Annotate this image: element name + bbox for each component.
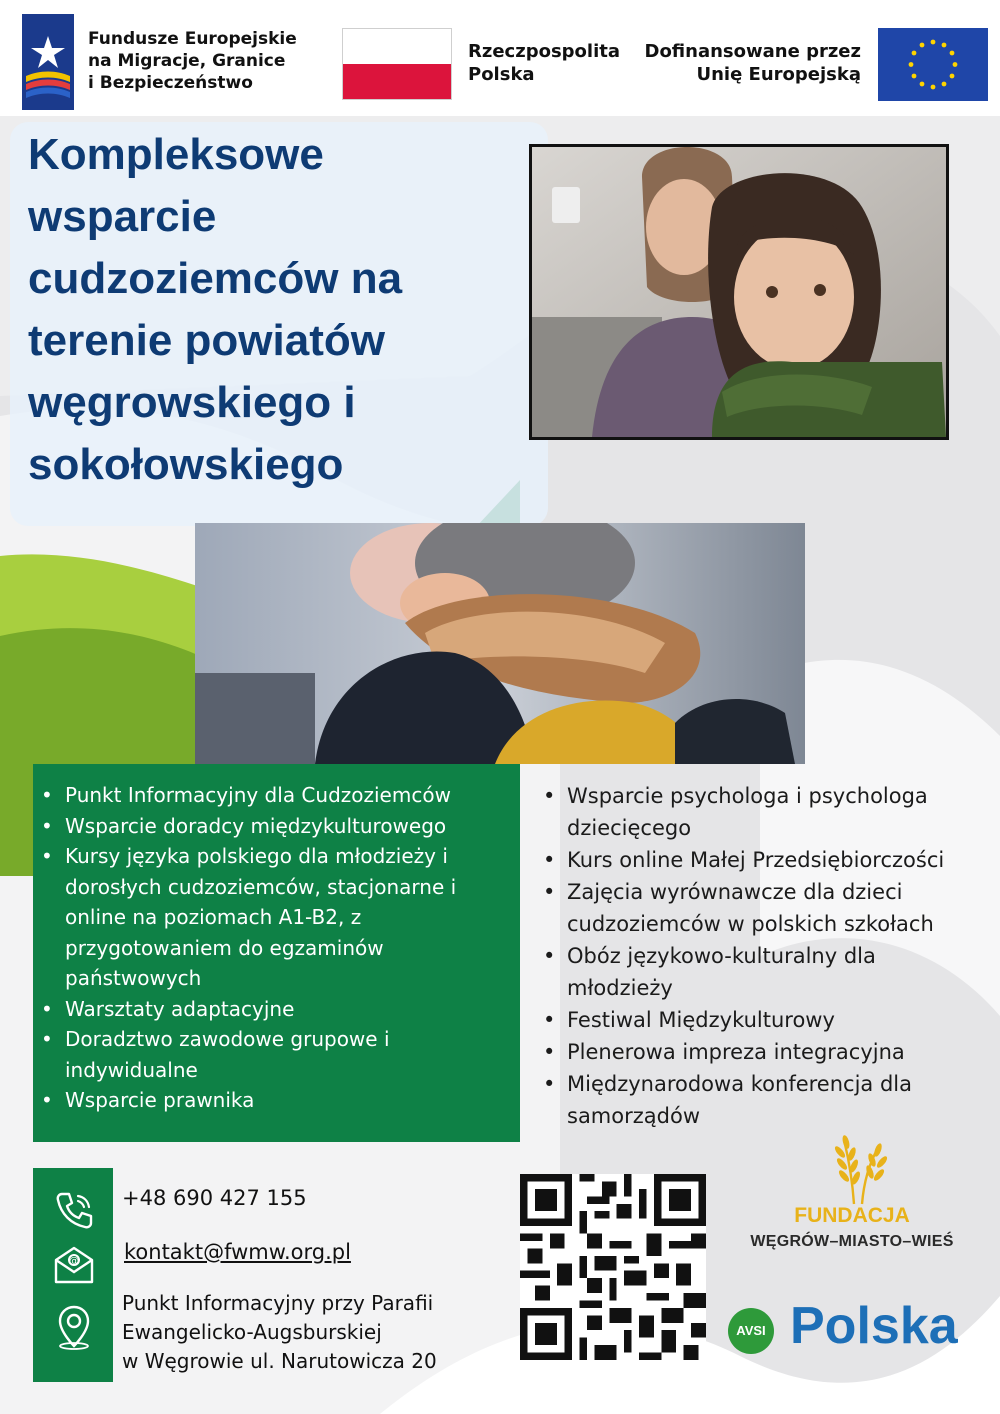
program-name: Fundusze Europejskie na Migracje, Granice i Bezpieczeństwo xyxy=(88,29,297,93)
services-right-list xyxy=(535,780,975,1132)
eu-flag xyxy=(878,28,988,101)
list-item: • Wsparcie doradcy międzykulturowego xyxy=(33,811,483,842)
list-item: • Kursy języka polskiego dla młodzieży i dorosłych cudzoziemców, stacjonarne i online na poziomach A1-B2, z przygotowaniem do egzaminów państwowych xyxy=(33,841,483,994)
list-item: • Festiwal Międzykulturowy xyxy=(535,1004,975,1036)
phone-icon xyxy=(50,1186,98,1234)
fe-migration-star-logo xyxy=(22,14,74,110)
list-item: • Wsparcie psychologa i psychologa dziecięcego xyxy=(535,780,975,844)
list-item: • Zajęcia wyrównawcze dla dzieci cudzoziemców w polskich szkołach xyxy=(535,876,975,940)
contact-phone[interactable]: +48 690 427 155 xyxy=(122,1186,307,1210)
qr-code[interactable] xyxy=(520,1174,706,1360)
photo-hug xyxy=(195,523,805,764)
country-name: Rzeczpospolita Polska xyxy=(468,41,620,85)
list-item: • Kurs online Małej Przedsiębiorczości xyxy=(535,844,975,876)
list-item: • Doradztwo zawodowe grupowe i indywidualne xyxy=(33,1024,483,1085)
polish-flag xyxy=(342,28,452,100)
page-title: Kompleksowe wsparcie cudzoziemców na terenie powiatów węgrowskiego i sokołowskiego xyxy=(28,130,403,489)
list-item: • Punkt Informacyjny dla Cudzoziemców xyxy=(33,780,483,811)
avsi-badge: AVSI xyxy=(728,1308,774,1354)
list-item: • Międzynarodowa konferencja dla samorządów xyxy=(535,1068,975,1132)
foundation-name: FUNDACJA xyxy=(794,1204,910,1227)
contact-address: Punkt Informacyjny przy Parafii Ewangelicko-Augsburskiej w Węgrowie ul. Narutowicza 20 xyxy=(122,1291,437,1373)
svg-text:@: @ xyxy=(69,1256,79,1267)
photo-girls xyxy=(529,144,949,440)
foundation-subtitle: WĘGRÓW–MIASTO–WIEŚ xyxy=(750,1233,954,1250)
list-item: • Warsztaty adaptacyjne xyxy=(33,994,483,1025)
avsi-polska-name: Polska xyxy=(790,1297,958,1355)
email-icon xyxy=(50,1240,98,1288)
contact-email-link[interactable]: kontakt@fwmw.org.pl xyxy=(124,1240,351,1264)
list-item: • Obóz językowo-kulturalny dla młodzieży xyxy=(535,940,975,1004)
list-item: • Wsparcie prawnika xyxy=(33,1085,483,1116)
cofunded-label: Dofinansowane przez Unię Europejską xyxy=(644,41,861,85)
list-item: • Plenerowa impreza integracyjna xyxy=(535,1036,975,1068)
location-pin-icon xyxy=(50,1302,98,1350)
services-left-list xyxy=(33,780,483,1116)
